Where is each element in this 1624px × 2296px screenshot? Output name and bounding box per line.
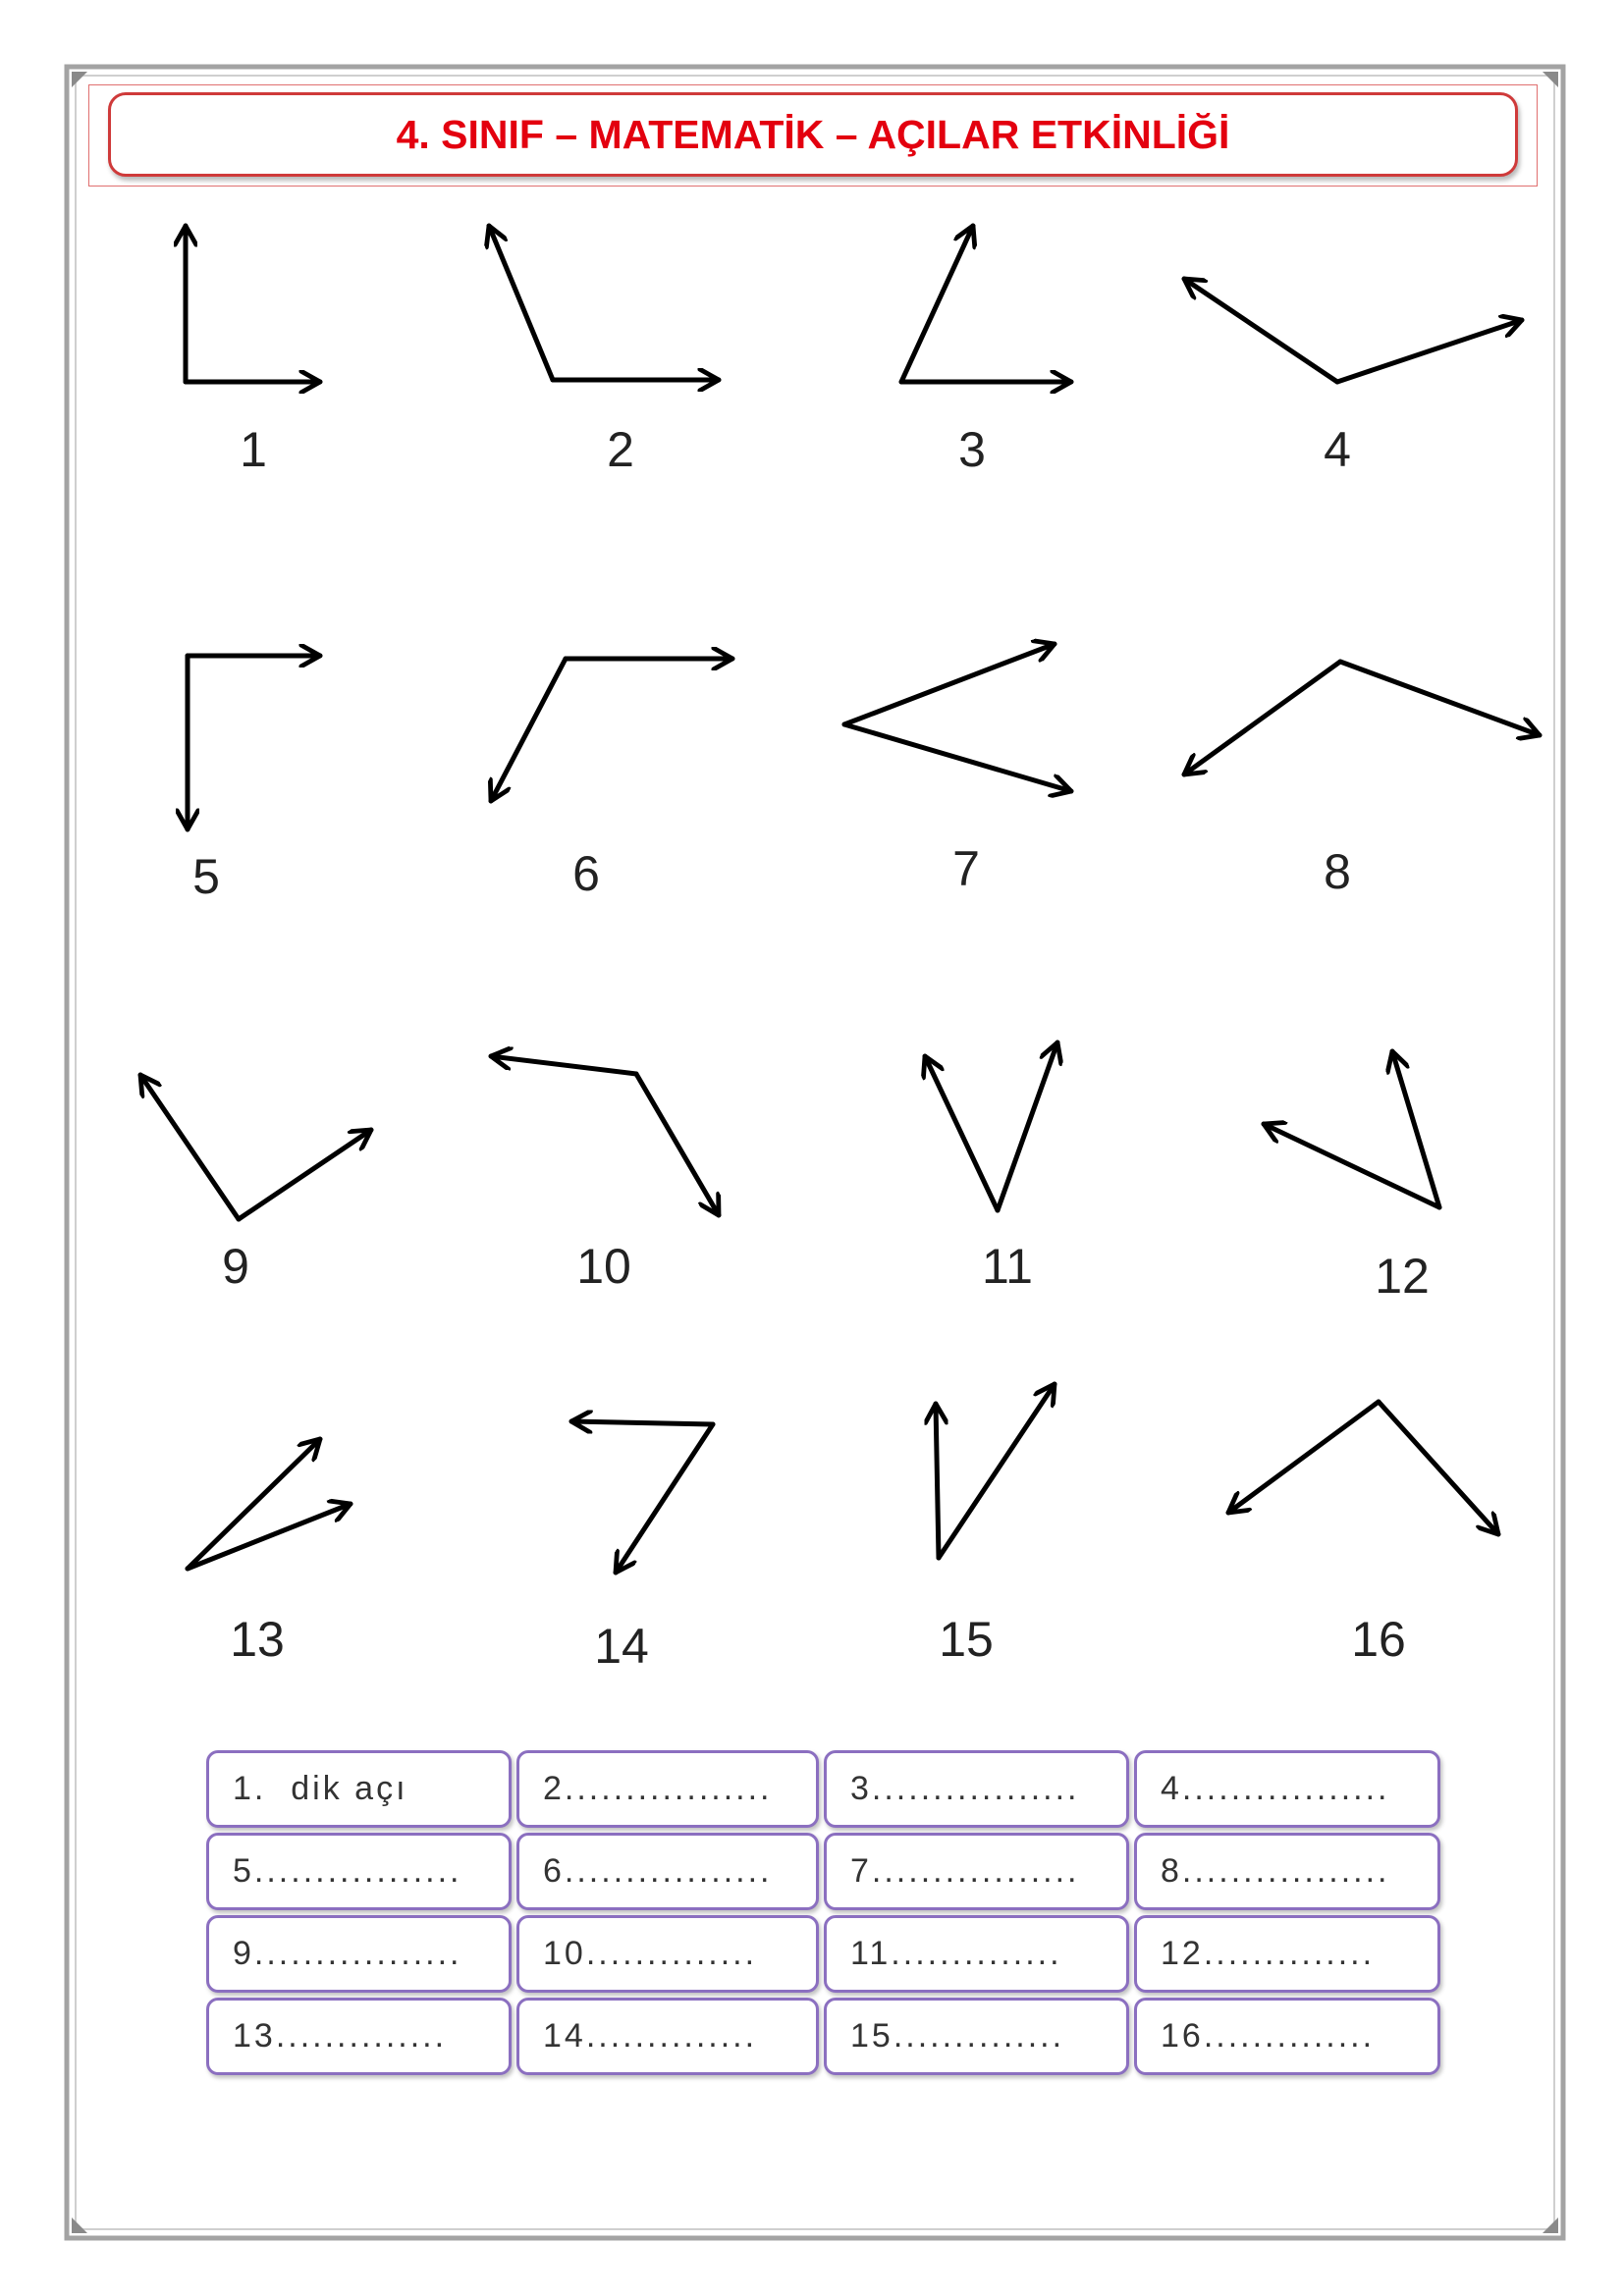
angle-12 [1264, 1051, 1439, 1304]
angle-11 [925, 1042, 1057, 1294]
angle-15-ray-a [936, 1404, 939, 1558]
angle-10-ray-a [491, 1056, 636, 1074]
angle-5 [188, 656, 320, 904]
answer-cell-10 [516, 1915, 819, 1993]
answer-text: 3................. [850, 1770, 1080, 1807]
angle-8-ray-b [1340, 662, 1540, 735]
angle-8-ray-a [1184, 662, 1340, 774]
angle-7-label: 7 [952, 841, 980, 896]
answer-text: 13.............. [233, 2017, 448, 2055]
answer-text: 10.............. [543, 1935, 758, 1972]
angle-11-label: 11 [982, 1239, 1033, 1294]
answer-text: 2................. [543, 1770, 773, 1807]
answer-text: 15.............. [850, 2017, 1065, 2055]
answer-cell-3 [824, 1750, 1129, 1828]
answer-grid [206, 1750, 1440, 2075]
angle-3-ray-a [901, 226, 973, 382]
answer-cell-4 [1134, 1750, 1440, 1828]
answer-cell-14 [516, 1998, 819, 2075]
angle-16-ray-b [1379, 1402, 1498, 1534]
angle-12-ray-b [1392, 1051, 1439, 1207]
angle-13 [188, 1439, 351, 1667]
angle-4-ray-a [1184, 279, 1337, 382]
angle-12-ray-a [1264, 1124, 1439, 1207]
angle-6-ray-b [491, 659, 566, 801]
answer-text: 12.............. [1161, 1935, 1376, 1972]
angle-2-ray-a [489, 226, 553, 380]
angle-11-ray-a [925, 1056, 998, 1210]
answer-text: 5................. [233, 1852, 462, 1890]
angle-9 [140, 1075, 371, 1294]
angle-8-label: 8 [1324, 844, 1351, 899]
answer-cell-11 [824, 1915, 1129, 1993]
angle-7-ray-a [844, 644, 1055, 724]
angle-14-ray-b [616, 1424, 713, 1573]
angle-10 [491, 1056, 719, 1294]
answer-text: 8................. [1161, 1852, 1390, 1890]
answer-text: 7................. [850, 1852, 1080, 1890]
angle-9-ray-b [239, 1130, 371, 1219]
angle-4-label: 4 [1324, 422, 1351, 477]
angle-16-label: 16 [1351, 1612, 1406, 1667]
answer-text: 4................. [1161, 1770, 1390, 1807]
answer-cell-7 [824, 1833, 1129, 1910]
answer-cell-1 [206, 1750, 512, 1828]
angle-4 [1184, 279, 1522, 477]
angle-8 [1184, 662, 1540, 899]
angle-15-label: 15 [939, 1612, 994, 1667]
answer-text: 16.............. [1161, 2017, 1376, 2055]
angle-13-label: 13 [230, 1612, 285, 1667]
angle-14-ray-a [571, 1421, 713, 1424]
angle-7 [844, 644, 1071, 896]
angle-7-ray-b [844, 724, 1071, 791]
angle-14-label: 14 [594, 1619, 649, 1674]
answer-cell-12 [1134, 1915, 1440, 1993]
answer-cell-16 [1134, 1998, 1440, 2075]
answer-cell-13 [206, 1998, 512, 2075]
angle-5-label: 5 [192, 849, 220, 904]
angle-15-ray-b [939, 1384, 1055, 1558]
angle-6 [491, 659, 732, 901]
answer-cell-15 [824, 1998, 1129, 2075]
angle-1 [186, 226, 320, 477]
angle-13-ray-b [188, 1504, 351, 1569]
angle-2-label: 2 [607, 422, 634, 477]
answer-text: 14.............. [543, 2017, 758, 2055]
angle-6-label: 6 [572, 846, 600, 901]
angle-15 [936, 1384, 1055, 1667]
answer-cell-8 [1134, 1833, 1440, 1910]
angle-1-label: 1 [240, 422, 267, 477]
angle-10-label: 10 [576, 1239, 631, 1294]
angle-3 [901, 226, 1071, 477]
angle-3-label: 3 [958, 422, 986, 477]
answer-cell-6 [516, 1833, 819, 1910]
angle-9-ray-a [140, 1075, 239, 1219]
angle-16-ray-a [1228, 1402, 1379, 1513]
answer-text: 11.............. [850, 1935, 1062, 1972]
angle-4-ray-b [1337, 320, 1522, 382]
answer-cell-9 [206, 1915, 512, 1993]
angle-9-label: 9 [222, 1239, 249, 1294]
angle-12-label: 12 [1375, 1249, 1430, 1304]
answer-text: 6................. [543, 1852, 773, 1890]
page-title: 4. SINIF – MATEMATİK – AÇILAR ETKİNLİĞİ [396, 111, 1230, 157]
angle-11-ray-b [998, 1042, 1057, 1210]
angle-14 [571, 1421, 713, 1674]
answer-cell-5 [206, 1833, 512, 1910]
answer-text: 1. dik açı [233, 1770, 408, 1807]
answer-text: 9................. [233, 1935, 462, 1972]
angle-10-ray-b [636, 1074, 719, 1215]
answer-cell-2 [516, 1750, 819, 1828]
angle-16 [1228, 1402, 1498, 1667]
angle-2 [489, 226, 719, 477]
angle-13-ray-a [188, 1439, 320, 1569]
